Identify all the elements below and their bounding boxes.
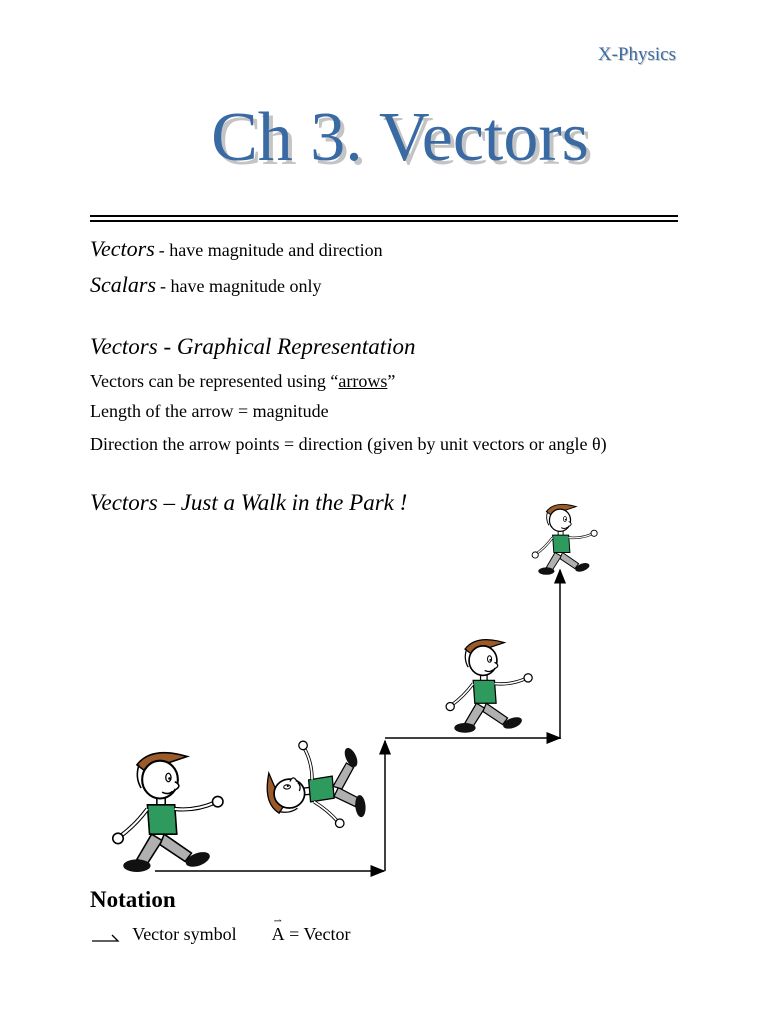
vector-label: = Vector — [289, 924, 351, 944]
notation-row — [90, 916, 351, 945]
term-vectors: Vectors — [90, 236, 155, 261]
walker-figure-large — [113, 753, 223, 872]
vector-letter-text: A — [271, 924, 285, 944]
notation-heading: Notation — [90, 887, 176, 912]
vector-letter-arrow-icon: ⇀ — [273, 916, 283, 927]
vector-symbol-label: Vector symbol — [132, 924, 237, 944]
graphical-line-direction: Direction the arrow points = direction (given by unit vectors or angle θ) — [90, 434, 607, 454]
subject-tag: X-Physics — [597, 44, 676, 65]
walker-figure-fallen — [263, 736, 367, 833]
desc-vectors: - have magnitude and direction — [158, 240, 383, 260]
term-scalars: Scalars — [90, 272, 156, 297]
vector-symbol-icon — [90, 929, 120, 943]
walker-figure-medium — [446, 640, 532, 733]
graphical-heading: Vectors - Graphical Representation — [90, 334, 416, 359]
walk-heading: Vectors – Just a Walk in the Park ! — [90, 490, 408, 515]
desc-scalars: - have magnitude only — [160, 276, 322, 296]
arrows-link: arrows — [338, 371, 388, 391]
arrows-prefix: Vectors can be represented using “ — [90, 371, 339, 391]
graphical-line-length: Length of the arrow = magnitude — [90, 401, 329, 421]
arrows-suffix: ” — [387, 371, 396, 391]
walker-figure-small — [532, 504, 597, 574]
page-title: Ch 3. Vectors — [211, 99, 589, 176]
vector-letter — [271, 916, 285, 945]
